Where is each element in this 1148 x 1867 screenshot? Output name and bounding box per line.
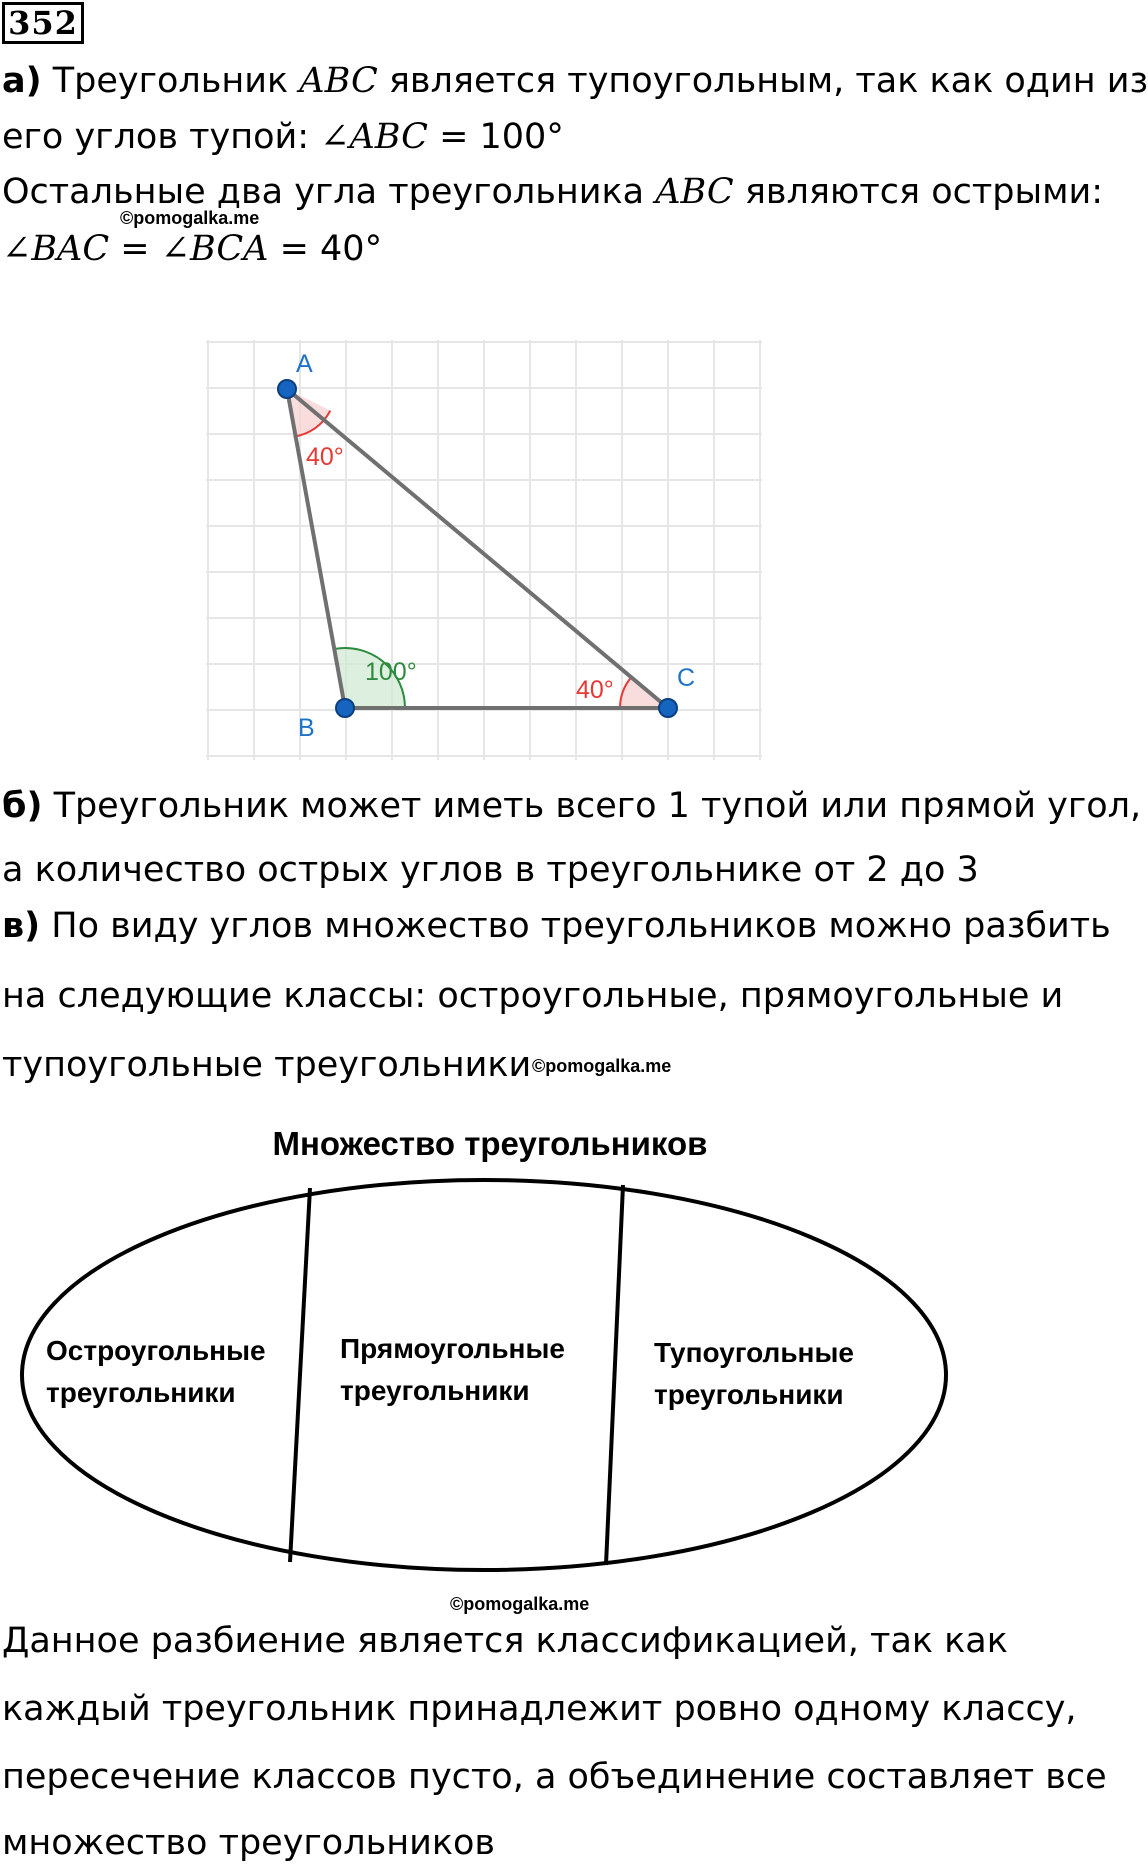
angle-b-label: 100° xyxy=(365,658,417,686)
class-acute-line-1: Остроугольные xyxy=(46,1335,266,1366)
conclusion-line-4: множество треугольников xyxy=(2,1823,496,1863)
equals-sign: = xyxy=(109,229,161,269)
part-b-line-2 xyxy=(2,849,979,891)
obtuse-angle-name: ∠ABC xyxy=(320,117,428,157)
vertex-b-label: B xyxy=(298,714,315,742)
part-a-text-2: является тупоугольным, так как один из xyxy=(377,61,1148,101)
triangle-name-2: ABC xyxy=(655,172,734,212)
part-b-line-1 xyxy=(2,785,1141,827)
part-c-line-1 xyxy=(2,905,1111,947)
acute-angle-1: ∠BAC xyxy=(2,229,110,269)
angle-c-label: 40° xyxy=(576,676,614,704)
part-c-text-3: тупоугольные треугольники xyxy=(2,1045,532,1085)
divider-1 xyxy=(290,1188,310,1562)
part-c-line-2 xyxy=(2,975,1063,1017)
divider-2 xyxy=(606,1185,623,1565)
part-a-text-4: Остальные два угла треугольника xyxy=(2,172,656,212)
part-c-text-2: на следующие классы: остроугольные, прямоугольные и xyxy=(2,976,1064,1016)
class-obtuse-line-1: Тупоугольные xyxy=(654,1337,854,1368)
part-c-line-3 xyxy=(2,1044,531,1086)
part-a-text-5: являются острыми: xyxy=(733,172,1104,212)
obtuse-angle-value: = 100° xyxy=(427,117,564,157)
vertex-a-point xyxy=(278,380,296,398)
angle-a-label: 40° xyxy=(306,443,344,471)
classification-diagram xyxy=(0,1110,960,1610)
part-c-marker: в) xyxy=(2,906,41,946)
triangle-figure xyxy=(0,0,960,780)
conclusion-line-1: Данное разбиение является классификацией, так как xyxy=(2,1621,1008,1661)
class-right-line-1: Прямоугольные xyxy=(340,1333,565,1364)
acute-angle-value: = 40° xyxy=(268,229,383,269)
diagram-title: Множество треугольников xyxy=(272,1125,708,1162)
part-b-text-1: Треугольник может иметь всего 1 тупой или прямой угол, xyxy=(42,786,1142,826)
class-obtuse-line-2: треугольники xyxy=(654,1379,844,1410)
vertex-c-point xyxy=(659,699,677,717)
part-a-marker: а) xyxy=(2,61,42,101)
conclusion-line-3: пересечение классов пусто, а объединение составляет все xyxy=(2,1757,1107,1797)
triangle-name: ABC xyxy=(299,61,378,101)
part-a-text-3: его углов тупой: xyxy=(2,117,321,157)
class-acute-line-2: треугольники xyxy=(46,1377,236,1408)
part-c-text-1: По виду углов множество треугольников можно разбить xyxy=(40,906,1111,946)
part-b-marker: б) xyxy=(2,786,43,826)
acute-angle-2: ∠BCA xyxy=(160,229,269,269)
watermark-1: ©pomogalka.me xyxy=(120,208,260,228)
problem-number: 352 xyxy=(2,2,84,44)
class-right-line-2: треугольники xyxy=(340,1375,530,1406)
watermark-2: ©pomogalka.me xyxy=(532,1056,672,1076)
part-a-text-1: Треугольник xyxy=(41,61,300,101)
vertex-a-label: A xyxy=(296,350,313,378)
vertex-b-point xyxy=(336,699,354,717)
part-b-text-2: а количество острых углов в треугольнике от 2 до 3 xyxy=(2,850,979,890)
conclusion-line-2: каждый треугольник принадлежит ровно одному классу, xyxy=(2,1689,1077,1729)
vertex-c-label: C xyxy=(677,664,696,692)
watermark-3: ©pomogalka.me xyxy=(450,1594,590,1614)
